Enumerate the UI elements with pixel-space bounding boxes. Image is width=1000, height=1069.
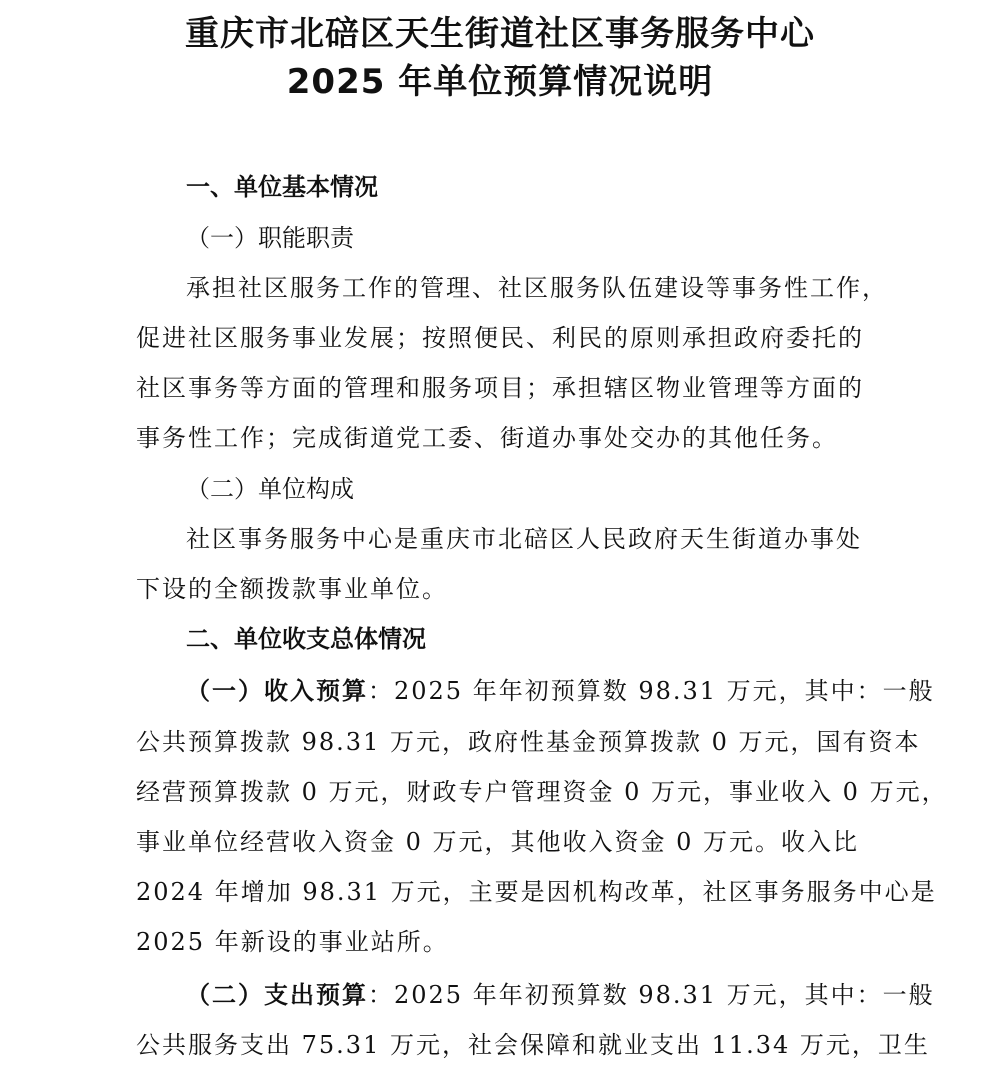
paragraph-line: 经营预算拨款 0 万元，财政专户管理资金 0 万元，事业收入 0 万元， xyxy=(136,778,948,806)
expenditure-budget-label: （二）支出预算 xyxy=(186,981,368,1009)
expenditure-budget-first-line xyxy=(186,980,935,1010)
paragraph-line: 事业单位经营收入资金 0 万元，其他收入资金 0 万元。收入比 xyxy=(136,828,860,856)
section-2-heading: 二、单位收支总体情况 xyxy=(186,625,426,653)
income-budget-first-line-text: ：2025 年年初预算数 98.31 万元，其中：一般 xyxy=(368,677,935,705)
paragraph-line: 促进社区服务事业发展；按照便民、利民的原则承担政府委托的 xyxy=(136,324,864,352)
paragraph-line: 2024 年增加 98.31 万元，主要是因机构改革，社区事务服务中心是 xyxy=(136,878,937,906)
section-1-sub-2-heading: （二）单位构成 xyxy=(186,475,354,503)
paragraph-line: 事务性工作；完成街道党工委、街道办事处交办的其他任务。 xyxy=(136,424,838,452)
paragraph-line: 公共服务支出 75.31 万元，社会保障和就业支出 11.34 万元，卫生 xyxy=(136,1031,930,1059)
income-budget-first-line xyxy=(186,676,935,706)
expenditure-budget-first-line-text: ：2025 年年初预算数 98.31 万元，其中：一般 xyxy=(368,981,935,1009)
section-1-sub-1-heading: （一）职能职责 xyxy=(186,224,354,252)
section-1-heading: 一、单位基本情况 xyxy=(186,173,378,201)
paragraph-line: 社区事务服务中心是重庆市北碚区人民政府天生街道办事处 xyxy=(186,525,862,553)
document-title-line-2: 2025 年单位预算情况说明 xyxy=(286,62,714,102)
paragraph-line: 公共预算拨款 98.31 万元，政府性基金预算拨款 0 万元，国有资本 xyxy=(136,728,921,756)
paragraph-line: 承担社区服务工作的管理、社区服务队伍建设等事务性工作， xyxy=(186,274,888,302)
paragraph-line: 社区事务等方面的管理和服务项目；承担辖区物业管理等方面的 xyxy=(136,374,864,402)
paragraph-line: 下设的全额拨款事业单位。 xyxy=(136,575,448,603)
document-title-line-1: 重庆市北碚区天生街道社区事务服务中心 xyxy=(185,14,815,54)
paragraph-line: 2025 年新设的事业站所。 xyxy=(136,928,449,956)
income-budget-label: （一）收入预算 xyxy=(186,677,368,705)
